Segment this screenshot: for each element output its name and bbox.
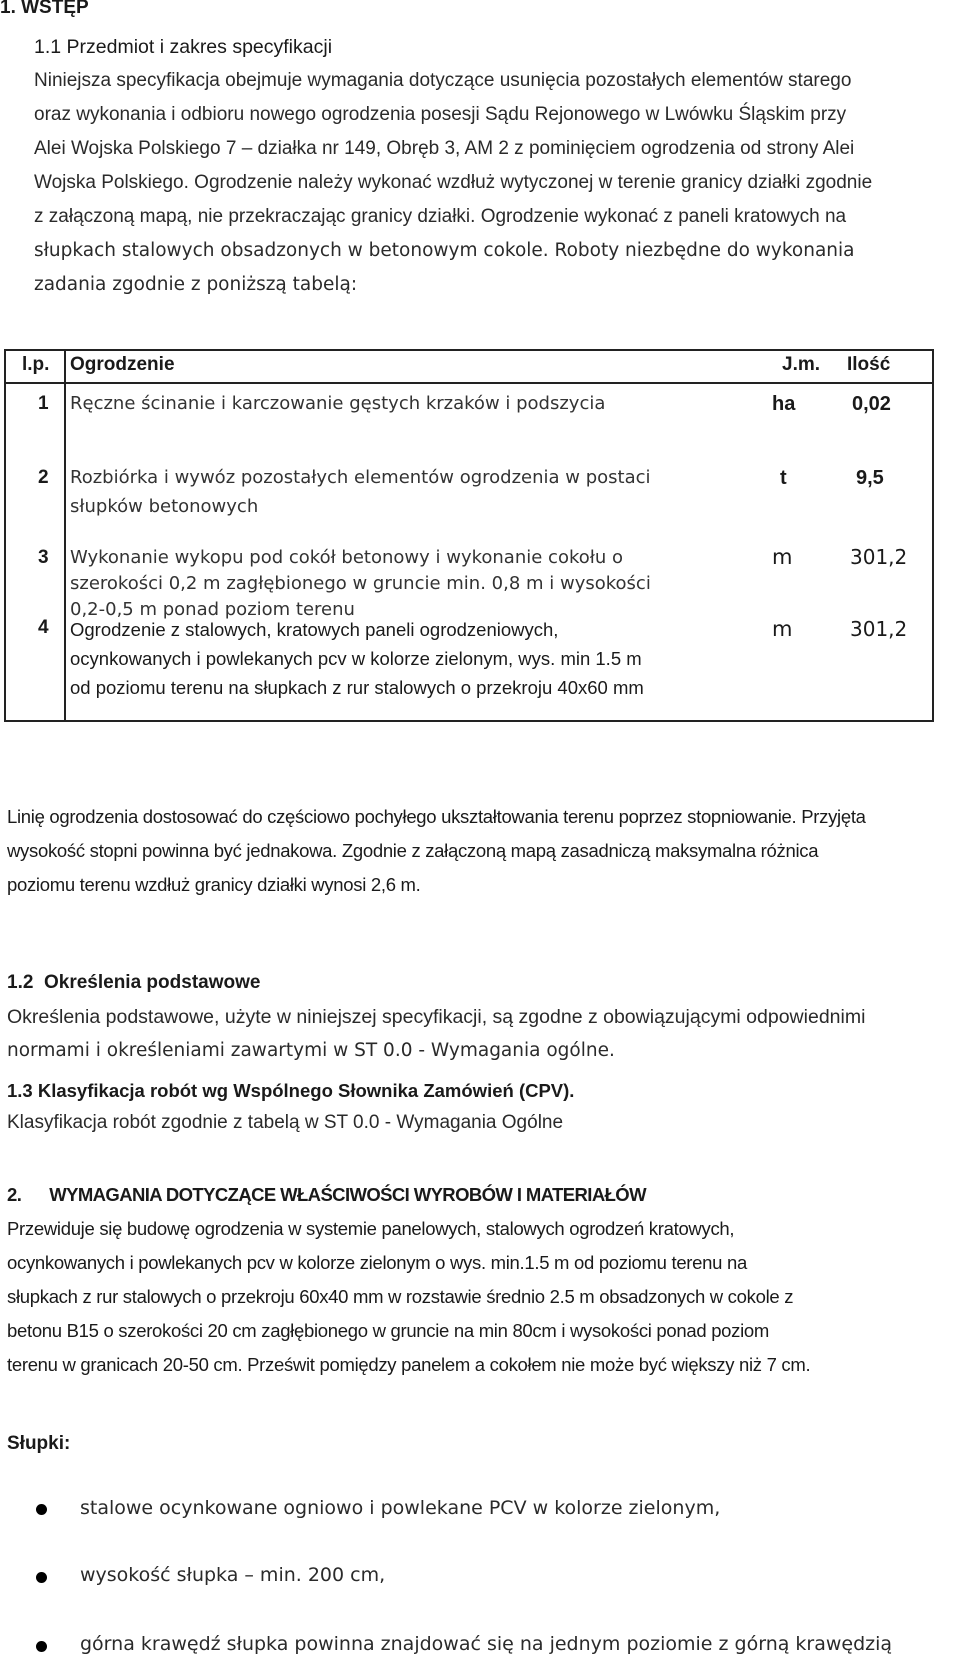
section-2-number: 2. (7, 1184, 22, 1205)
slupki-heading: Słupki: (7, 1433, 71, 1454)
bullet-icon (36, 1641, 47, 1652)
table-row-4-desc-line: ocynkowanych i powlekanych pcv w kolorze zielonym, wys. min 1.5 m (70, 648, 642, 669)
section-1-heading: 1. WSTĘP (0, 0, 89, 18)
paragraph-line: Przewiduje się budowę ogrodzenia w systemie panelowych, stalowych ogrodzeń kratowych, (7, 1218, 735, 1239)
table-row-3-unit: m (772, 545, 793, 569)
table-row-4-desc-line: Ogrodzenie z stalowych, kratowych paneli ogrodzeniowych, (70, 619, 559, 640)
table-row-2-desc-line: słupków betonowych (70, 496, 259, 517)
table-row-4-lp: 4 (38, 617, 49, 638)
table-border-left (4, 349, 6, 722)
table-row-1-unit: ha (772, 393, 796, 415)
table-row-1-qty: 0,02 (852, 393, 891, 415)
table-row-3-desc-line: szerokości 0,2 m zagłębionego w gruncie min. 0,8 m i wysokości (70, 573, 651, 594)
paragraph-line: ocynkowanych i powlekanych pcv w kolorze zielonym o wys. min.1.5 m od poziomu terenu na (7, 1252, 747, 1273)
table-row-4-qty: 301,2 (850, 617, 908, 641)
section-1-1-heading: 1.1 Przedmiot i zakres specyfikacji (34, 36, 333, 58)
table-row-2-qty: 9,5 (856, 467, 884, 489)
works-table (4, 349, 934, 722)
table-header-divider (4, 382, 934, 384)
paragraph-line: Określenia podstawowe, użyte w niniejszej specyfikacji, są zgodne z obowiązującymi odpowiednimi (7, 1006, 866, 1028)
paragraph-line: z załączoną mapą, nie przekraczając granicy działki. Ogrodzenie wykonać z paneli kratowych na (34, 206, 847, 227)
bullet-icon (36, 1572, 47, 1583)
paragraph-line: poziomu terenu wzdłuż granicy działki wynosi 2,6 m. (7, 874, 421, 895)
section-1-3-heading: 1.3 Klasyfikacja robót wg Wspólnego Słownika Zamówień (CPV). (7, 1080, 575, 1101)
paragraph-line: betonu B15 o szerokości 20 cm zagłębionego w gruncie na min 80cm i wysokości ponad poziom (7, 1320, 770, 1341)
paragraph-line: oraz wykonania i odbioru nowego ogrodzenia posesji Sądu Rejonowego w Lwówku Śląskim przy (34, 104, 847, 125)
paragraph-line: Wojska Polskiego. Ogrodzenie należy wykonać wzdłuż wytyczonej w terenie granicy działki zgodnie (34, 172, 873, 193)
list-item: górna krawędź słupka powinna znajdować się na jednym poziomie z górną krawędzią (80, 1633, 893, 1655)
table-row-4-desc-line: od poziomu terenu na słupkach z rur stalowych o przekroju 40x60 mm (70, 677, 644, 698)
table-header-jm: J.m. (782, 354, 821, 375)
section-2-heading (7, 1184, 646, 1206)
paragraph-line: Linię ogrodzenia dostosować do częściowo pochyłego ukształtowania terenu poprzez stopniowanie. Przyjęta (7, 806, 866, 827)
paragraph-line: zadania zgodnie z poniższą tabelą: (34, 274, 358, 295)
section-1-2-heading (7, 972, 260, 994)
section-1-2-number: 1.2 (7, 972, 34, 993)
bullet-icon (36, 1504, 47, 1515)
paragraph-line: wysokość stopni powinna być jednakowa. Zgodnie z załączoną mapą zasadniczą maksymalna różnica (7, 840, 819, 861)
paragraph-line: słupkach stalowych obsadzonych w betonowym cokole. Roboty niezbędne do wykonania (34, 240, 855, 261)
list-item: stalowe ocynkowane ogniowo i powlekane PCV w kolorze zielonym, (80, 1497, 721, 1519)
list-item: wysokość słupka – min. 200 cm, (80, 1564, 386, 1586)
table-row-1-lp: 1 (38, 393, 49, 414)
paragraph-line: słupkach z rur stalowych o przekroju 60x40 mm w rozstawie średnio 2.5 m obsadzonych w cokole z (7, 1286, 794, 1307)
table-row-3-desc-line: 0,2-0,5 m ponad poziom terenu (70, 599, 355, 620)
table-header-ilosc: Ilość (847, 354, 891, 375)
table-header-ogrodzenie: Ogrodzenie (70, 354, 175, 375)
table-row-2-unit: t (780, 467, 787, 489)
table-header-lp: l.p. (22, 354, 50, 375)
table-row-3-desc-line: Wykonanie wykopu pod cokół betonowy i wykonanie cokołu o (70, 547, 624, 568)
table-row-4-unit: m (772, 617, 793, 641)
section-1-2-title: Określenia podstawowe (43, 972, 261, 993)
paragraph-line: Alei Wojska Polskiego 7 – działka nr 149, Obręb 3, AM 2 z pominięciem ogrodzenia od strony Alei (34, 138, 855, 159)
table-row-2-lp: 2 (38, 467, 49, 488)
table-border-right (932, 349, 934, 722)
table-row-3-lp: 3 (38, 547, 49, 568)
paragraph-line: terenu w granicach 20-50 cm. Prześwit pomiędzy panelem a cokołem nie może być większy niż 7 cm. (7, 1354, 811, 1375)
table-col-divider (64, 349, 66, 722)
paragraph-line: Niniejsza specyfikacja obejmuje wymagania dotyczące usunięcia pozostałych elementów starego (34, 70, 852, 91)
table-border-bottom (4, 720, 934, 722)
paragraph-line: normami i określeniami zawartymi w ST 0.0 - Wymagania ogólne. (7, 1040, 615, 1061)
paragraph-line: Klasyfikacja robót zgodnie z tabelą w ST 0.0 - Wymagania Ogólne (7, 1112, 564, 1133)
table-row-2-desc-line: Rozbiórka i wywóz pozostałych elementów ogrodzenia w postaci (70, 467, 651, 488)
table-row-1-desc: Ręczne ścinanie i karczowanie gęstych krzaków i podszycia (70, 393, 606, 414)
table-border-top (4, 349, 934, 351)
section-2-title: WYMAGANIA DOTYCZĄCE WŁAŚCIWOŚCI WYROBÓW I MATERIAŁÓW (49, 1184, 646, 1205)
table-row-3-qty: 301,2 (850, 545, 908, 569)
